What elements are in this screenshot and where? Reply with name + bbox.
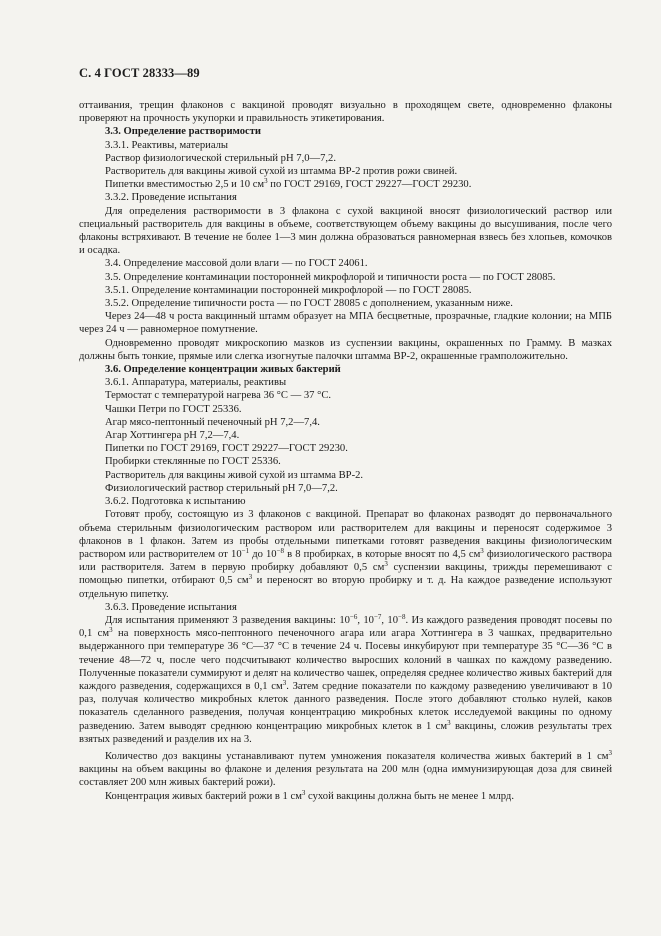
section-3-3-heading: 3.3. Определение растворимости: [105, 126, 262, 138]
section-3-4: 3.4. Определение массовой доли влаги — по ГОСТ 24061.: [105, 258, 368, 270]
paragraph-thawing: оттаивания, трещин флаконов с вакциной проводят визуально в проходящем свете, одновременно флаконы проверяют на прочность укупорки и правильность этикетирования.: [79, 100, 612, 125]
equipment-agar-hottinger: Агар Хоттингера рН 7,2—7,4.: [105, 430, 240, 442]
section-3-6-2: 3.6.2. Подготовка к испытанию: [105, 496, 246, 508]
section-3-6-1: 3.6.1. Аппаратура, материалы, реактивы: [105, 377, 287, 389]
equipment-thermostat: Термостат с температурой нагрева 36 °С — 37 °С.: [105, 390, 332, 402]
paragraph-testing: Для испытания применяют 3 разведения вакцины: $10^{-6}$, $10^{-7}$, $10^{-8}$. Из каждого разведения проводят посевы по 0,1 $см^3$ на поверхность мясо-пептонного печеночного агара или агара Хоттингера в 3 чашках, предварительно выдержанного при температуре 36 °С—37 °С в течение 24 ч. Посевы инкубируют при температуре 35 °С—36 °С в течение 48—72 ч, после чего подсчитывают количество выросших колоний в чашках по каждому разведению. Полученные показатели суммируют и делят на количество чашек, определяя среднее количество живых бактерий для каждого разведения, содержащихся в 0,1 $см^3$. Затем средние показатели по каждому разведению увеличивают в 10 раз, получая количество микробных клеток данного разведения. После этого добавляют столько нулей, каков показатель сделанного разведения, получая концентрацию микробных клеток исследуемой вакцины по одному разведению. Затем выводят среднюю концентрацию микробных клеток в 1 $см^3$ вакцины, сложив результаты трех взятых разведений и разделив их на 3.: [79, 612, 613, 745]
section-3-6-heading: 3.6. Определение концентрации живых бактерий: [105, 364, 341, 376]
paragraph-microscopy: Одновременно проводят микроскопию мазков из суспензии вакцины, окрашенных по Грамму. В мазках должны быть тонкие, прямые или слегка изогнутые палочки штамма ВР-2, окрашенные грамположительно.: [79, 337, 612, 362]
section-3-3-2: 3.3.2. Проведение испытания: [105, 192, 237, 204]
equipment-agar-meat: Агар мясо-пептонный печеночный рН 7,2—7,4.: [105, 416, 320, 428]
reagent-saline: Раствор физиологической стерильный рН 7,0—7,2.: [105, 152, 337, 164]
section-3-5-2: 3.5.2. Определение типичности роста — по ГОСТ 28085 с дополнением, указанным ниже.: [105, 298, 513, 310]
page-header: С. 4 ГОСТ 28333—89: [79, 66, 200, 80]
reagent-pipettes: Пипетки вместимостью 2,5 и 10 $см^3$ по ГОСТ 29169, ГОСТ 29227—ГОСТ 29230.: [105, 177, 472, 191]
equipment-saline: Физиологический раствор стерильный рН 7,0—7,2.: [105, 482, 338, 494]
equipment-petri: Чашки Петри по ГОСТ 25336.: [105, 403, 242, 415]
document-body: [79, 99, 612, 803]
paragraph-growth: Через 24—48 ч роста вакцинный штамм образует на МПА бесцветные, прозрачные, гладкие колонии; на МПБ через 24 ч — равномерное помутнение.: [79, 311, 612, 336]
paragraph-solubility: Для определения растворимости в 3 флакона с сухой вакциной вносят физиологический раствор или специальный растворитель для вакцины в объеме, соответствующем объему вакцины до высушивания, после чего флаконы встряхивают. В течение не более 1—3 мин должна образоваться равномерная взвесь без хлопьев, комочков и осадка.: [79, 205, 612, 257]
section-3-5-1: 3.5.1. Определение контаминации посторонней микрофлорой — по ГОСТ 28085.: [105, 284, 472, 296]
equipment-solvent: Растворитель для вакцины живой сухой из штамма ВР-2.: [105, 469, 364, 481]
paragraph-concentration: Концентрация живых бактерий рожи в 1 $см^3$ сухой вакцины должна быть не менее 1 млрд.: [105, 788, 514, 802]
section-3-3-1: 3.3.1. Реактивы, материалы: [105, 139, 229, 151]
section-3-6-3: 3.6.3. Проведение испытания: [105, 601, 237, 613]
reagent-solvent: Растворитель для вакцины живой сухой из штамма ВР-2 против рожи свиней.: [105, 166, 458, 178]
equipment-pipettes: Пипетки по ГОСТ 29169, ГОСТ 29227—ГОСТ 29230.: [105, 443, 348, 455]
equipment-tubes: Пробирки стеклянные по ГОСТ 25336.: [105, 456, 281, 468]
paragraph-preparation: Готовят пробу, состоящую из 3 флаконов с вакциной. Препарат во флаконах разводят до первоначального объема стерильным физиологическим раствором или растворителем для вакцины и переносят содержимое 3 флаконов в 1 флакон. Затем из пробы отдельными пипетками готовят разведения вакцины физиологическим раствором или растворителем от $10^{-1}$ до $10^{-8}$ в 8 пробирках, в которые вносят по 4,5 $см^3$ физиологического раствора или растворителя. Затем в первую пробирку добавляют 0,5 $см^3$ суспензии вакцины, трижды перемешивают с помощью пипетки, отбирают 0,5 $см^3$ и переносят во вторую пробирку и т. д. На каждое разведение используют отдельную пипетку.: [79, 509, 612, 600]
section-3-5: 3.5. Определение контаминации посторонней микрофлорой и типичности роста — по ГОСТ 28085.: [105, 271, 556, 283]
paragraph-doses: Количество доз вакцины устанавливают путем умножения показателя количества живых бактерий в 1 $см^3$ вакцины на объем вакцины во флаконе и деления результата на 200 млн (одна иммунизирующая доза для свиней составляет 200 млн живых бактерий рожи).: [79, 748, 612, 789]
